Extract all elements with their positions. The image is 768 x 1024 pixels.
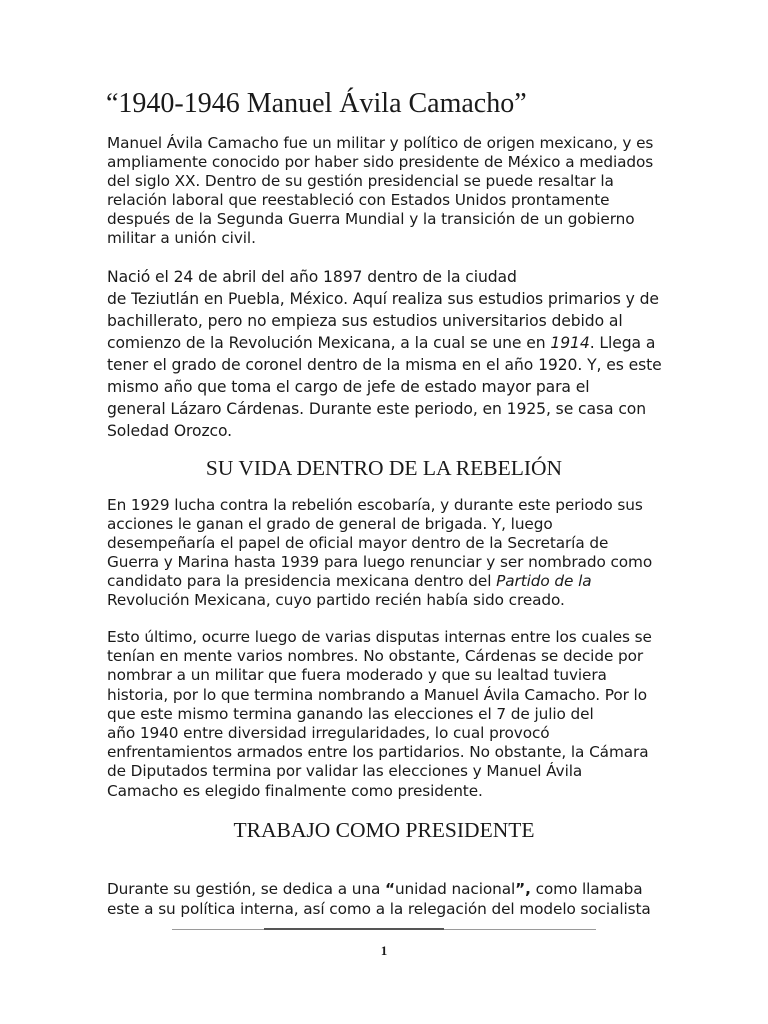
open-quote: “ bbox=[384, 880, 395, 898]
text-line: Manuel Ávila Camacho fue un militar y político de origen mexicano, y es bbox=[107, 134, 654, 152]
text-line: Soledad Orozco. bbox=[107, 422, 233, 440]
text-line: Esto último, ocurre luego de varias disputas internas entre los cuales se bbox=[107, 628, 652, 646]
italic-year: 1914 bbox=[550, 334, 590, 352]
text-segment: como llamaba bbox=[530, 880, 643, 898]
page-number: 1 bbox=[380, 943, 388, 958]
text-line: ampliamente conocido por haber sido presidente de México a mediados bbox=[107, 153, 654, 172]
text-line: tenían en mente varios nombres. No obstante, Cárdenas se decide por bbox=[107, 647, 644, 666]
text-line: relación laboral que reestableció con Estados Unidos prontamente bbox=[107, 191, 610, 210]
text-line: de Diputados termina por validar las elecciones y Manuel Ávila bbox=[107, 762, 583, 781]
paragraph-election bbox=[107, 628, 667, 801]
text-line: después de la Segunda Guerra Mundial y la transición de un gobierno bbox=[107, 210, 635, 229]
paragraph-introduction bbox=[107, 134, 667, 249]
section-heading-presidency: TRABAJO COMO PRESIDENTE bbox=[233, 818, 535, 842]
text-segment: . Llega a bbox=[589, 334, 656, 352]
quoted-text: unidad nacional bbox=[394, 880, 516, 898]
close-quote: ”, bbox=[515, 880, 531, 898]
text-line: acciones le ganan el grado de general de brigada. Y, luego bbox=[107, 515, 553, 534]
text-line: desempeñaría el papel de oficial mayor dentro de la Secretaría de bbox=[107, 534, 609, 553]
text-line: del siglo XX. Dentro de su gestión presidencial se puede resaltar la bbox=[107, 172, 614, 191]
text-line: enfrentamientos armados entre los partidarios. No obstante, la Cámara bbox=[107, 743, 649, 762]
text-line: En 1929 lucha contra la rebelión escobaría, y durante este periodo sus bbox=[107, 496, 643, 514]
text-segment: , cuyo partido recién había sido creado. bbox=[265, 591, 565, 610]
text-line: nombrar a un militar que fuera moderado y que su lealtad tuviera bbox=[107, 666, 607, 685]
text-segment: candidato para la presidencia mexicana dentro del bbox=[107, 572, 497, 591]
text-line bbox=[107, 591, 667, 610]
paragraph-rebellion bbox=[107, 496, 667, 611]
text-line: que este mismo termina ganando las elecciones el 7 de julio del bbox=[107, 704, 594, 723]
text-line: mismo año que toma el cargo de jefe de estado mayor para el bbox=[107, 378, 590, 396]
text-line: tener el grado de coronel dentro de la misma en el año 1920. Y, es este bbox=[107, 356, 662, 374]
text-segment: Durante su gestión, se dedica a una bbox=[107, 880, 385, 898]
text-line: historia, por lo que termina nombrando a Manuel Ávila Camacho. Por lo bbox=[107, 685, 647, 704]
paragraph-birth bbox=[107, 266, 667, 442]
text-segment: comienzo de la Revolución Mexicana, a la cual se une en bbox=[107, 334, 551, 352]
text-line: militar a unión civil. bbox=[107, 229, 256, 248]
text-line: año 1940 entre diversidad irregularidades, lo cual provocó bbox=[107, 724, 550, 743]
text-line: Nació el 24 de abril del año 1897 dentro de la ciudad bbox=[107, 268, 517, 286]
text-line bbox=[107, 332, 667, 354]
text-line bbox=[107, 880, 667, 900]
text-line: este a su política interna, así como a la relegación del modelo socialista bbox=[107, 899, 651, 918]
text-line: general Lázaro Cárdenas. Durante este periodo, en 1925, se casa con bbox=[107, 400, 647, 418]
text-line: de Teziutlán en Puebla, México. Aquí realiza sus estudios primarios y de bbox=[107, 290, 659, 308]
paragraph-presidency bbox=[107, 880, 667, 919]
text-line: Camacho es elegido finalmente como presidente. bbox=[107, 781, 483, 800]
text-line: bachillerato, pero no empieza sus estudios universitarios debido al bbox=[107, 312, 623, 330]
text-line bbox=[107, 572, 667, 591]
text-line: Guerra y Marina hasta 1939 para luego renunciar y ser nombrado como bbox=[107, 553, 653, 572]
document-title: “1940-1946 Manuel Ávila Camacho” bbox=[106, 88, 527, 119]
italic-party-name: Partido de la bbox=[496, 572, 592, 591]
text-segment: Revolución Mexicana bbox=[107, 591, 266, 610]
footer-divider-accent bbox=[264, 928, 444, 930]
section-heading-rebellion: SU VIDA DENTRO DE LA REBELIÓN bbox=[205, 456, 563, 480]
